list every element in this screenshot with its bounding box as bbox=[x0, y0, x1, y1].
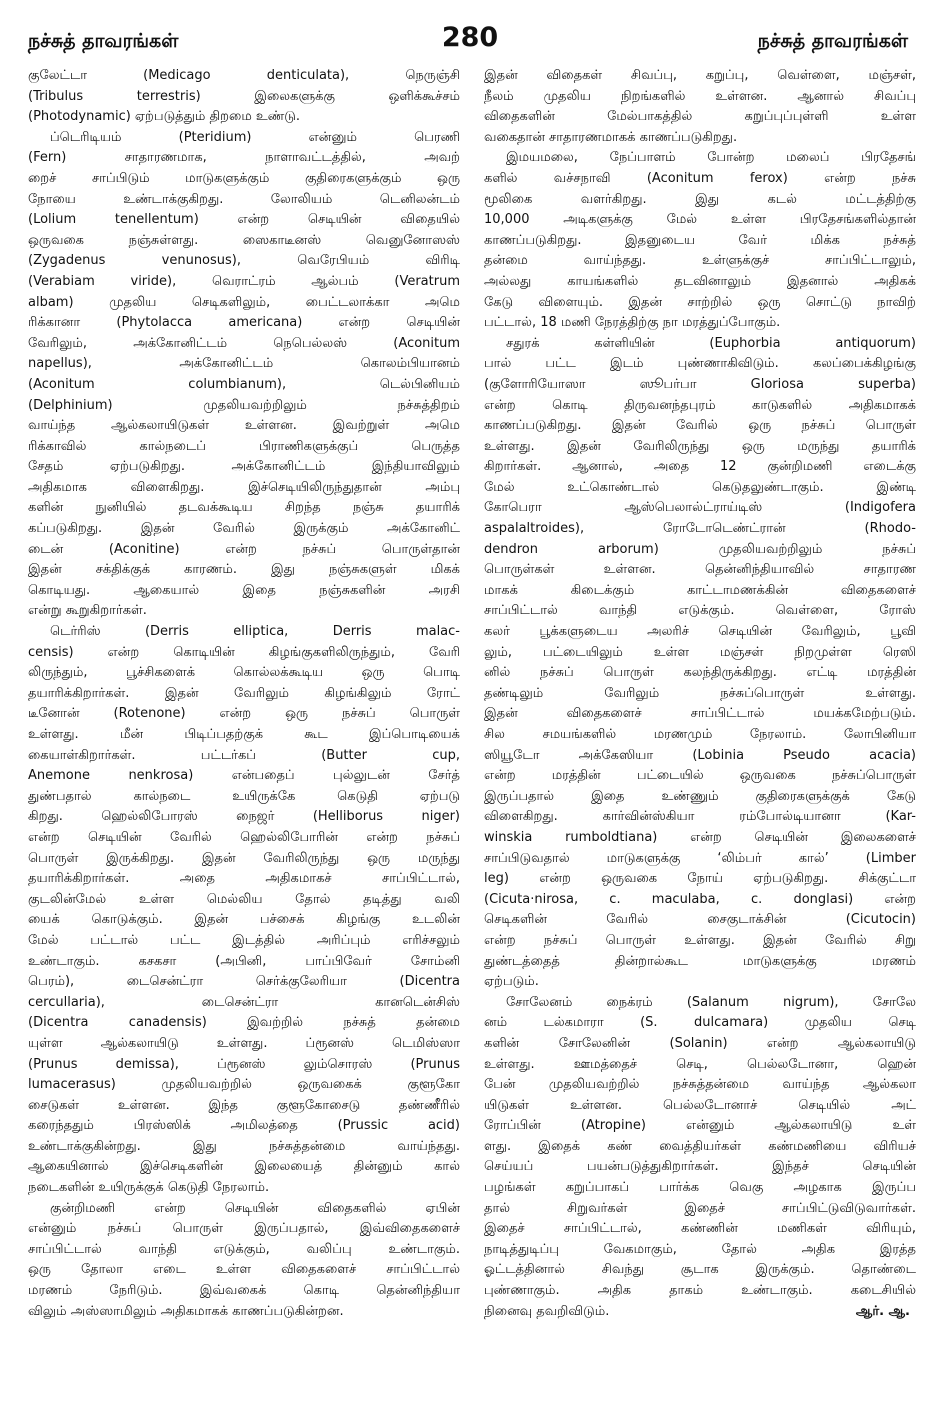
text-line: மூலிகை வளர்கிறது. இது கடல் மட்டத்திற்கு bbox=[484, 191, 916, 207]
text-line: மாகக் கிடைக்கும் காட்டாமணக்கின் விதைகளைச் bbox=[484, 582, 916, 598]
text-line: albam) முதலிய செடிகளிலும், பைட்டலாக்கா அமெ bbox=[28, 294, 460, 310]
text-line: வாய்ந்த ஆல்கலாயிடுகள் உள்ளன. இவற்றுள் அமெ bbox=[28, 418, 460, 434]
text-line: அல்லது காயங்களில் தடவினாலும் இதனால் அதிகக் bbox=[484, 273, 916, 289]
text-line: தயாரிக்கிறார்கள். அதை அதிகமாகச் சாப்பிட்டால், bbox=[28, 871, 460, 887]
text-line: யைக் கொடுக்கும். இதன் பச்சைக் கிழங்கு உடலின் bbox=[28, 912, 460, 928]
right-text-column bbox=[484, 66, 916, 1322]
text-line: aspalaltroides), ரோடோடெண்ட்ரான் (Rhodo- bbox=[484, 521, 916, 537]
text-line: என்று கூறுகிறார்கள். bbox=[28, 603, 147, 619]
text-line: கோபெரா ஆஸ்பெலால்ட்ராய்டிஸ் (Indigofera bbox=[484, 500, 916, 516]
text-line: மரணம் நேரிடும். இவ்வகைக் கொடி தென்னிந்தியா bbox=[28, 1283, 460, 1299]
text-line: கலர் பூக்களுடைய அலரிச் செடியின் வேரிலும், பூவி bbox=[484, 624, 916, 640]
text-line: ஓட்டத்தினால் சிவந்து சூடாக இருக்கும். தொண்டை bbox=[484, 1262, 916, 1278]
text-line: பெரம்), டைசென்ட்ரா செர்க்குலேரியா (Dicentra bbox=[28, 974, 460, 990]
text-line: பட்டால், 18 மணி நேரத்திற்கு நா மரத்துப்போகும். bbox=[484, 315, 781, 331]
text-line: தன்மை வாய்ந்தது. உள்ளுக்குச் சாப்பிட்டாலும், bbox=[484, 253, 916, 269]
text-line: ரிக்காவில் கால்நடைப் பிராணிகளுக்குப் பெருத்த bbox=[28, 438, 460, 454]
text-line: காணப்படுகிறது. இதனுடைய வேர் மிக்க நச்சுத் bbox=[484, 232, 916, 248]
text-line: லும், பட்டையிலும் உள்ள மஞ்சள் நிறமுள்ள ரெஸி bbox=[484, 644, 916, 660]
text-line: தண்டிலும் வேரிலும் நச்சுப்பொருள் உள்ளது. bbox=[484, 685, 916, 701]
text-line: யுள்ள ஆல்கலாயிடு உள்ளது. ப்ரூனஸ் டெமிஸ்ஸா bbox=[28, 1035, 460, 1051]
text-line: கையாள்கிறார்கள். பட்டர்கப் (Butter cup, bbox=[28, 747, 460, 763]
text-line: நாடித்துடிப்பு வேகமாகும், தோல் அதிக இரத்த bbox=[484, 1241, 916, 1257]
text-line: பால் பட்ட இடம் புண்ணாகிவிடும். கலப்பைக்கிழங்கு bbox=[484, 356, 916, 372]
text-line: னில் நச்சுப் பொருள் கலந்திருக்கிறது. எட்டி மரத்தின் bbox=[484, 665, 916, 681]
text-line: இதன் விதைகளைச் சாப்பிட்டால் மயக்கமேற்படும். bbox=[484, 706, 916, 722]
text-line: சைடுகள் உள்ளன. இந்த குளூகோசைடு தண்ணீரில் bbox=[28, 1097, 460, 1113]
text-line: நினைவு தவறிவிடும். ஆர். ஆ. bbox=[484, 1302, 916, 1323]
text-line: 10,000 அடிகளுக்கு மேல் உள்ள பிரதேசங்களில்தான் bbox=[484, 212, 916, 228]
text-line: வகைதான் சாதாரணமாகக் காணப்படுகிறது. bbox=[484, 129, 738, 145]
text-line: களில் வச்சநாவி (Aconitum ferox) என்ற நச்சு bbox=[484, 170, 916, 186]
text-line: பழங்கள் கறுப்பாகப் பார்க்க வெகு அழகாக இருப்ப bbox=[484, 1180, 916, 1196]
text-line: என்ற மரத்தின் பட்டையில் ஒருவகை நச்சுப்பொருள் bbox=[484, 768, 916, 784]
text-line: என்ற நச்சுப் பொருள் உள்ளது. இதன் வேரில் சிறு bbox=[484, 932, 916, 948]
text-line: (Cicuta·nirosa, c. maculaba, c. donglasi) என்ற bbox=[484, 891, 916, 907]
text-line: கிறது. ஹெல்லிபோரஸ் நைஜர் (Helliborus niger) bbox=[28, 809, 460, 825]
text-line: ஒருவகை நஞ்சுள்ளது. ஸைகாடீனஸ் வெனுனோஸஸ் bbox=[28, 232, 460, 248]
text-line: (Prunus demissa), ப்ரூனஸ் லும்சொரஸ் (Prunus bbox=[28, 1056, 460, 1072]
text-line: நீலம் முதலிய நிறங்களில் உள்ளன. ஆனால் சிவப்பு bbox=[484, 88, 916, 104]
text-line: என்ற கொடி திருவனந்தபுரம் காடுகளில் அதிகமாகக் bbox=[484, 397, 916, 413]
text-line: இதன் விதைகள் சிவப்பு, கறுப்பு, வெள்ளை, மஞ்சள், bbox=[484, 68, 916, 83]
text-line: இருப்பதால் இதை உண்ணும் குதிரைகளுக்குக் கேடு bbox=[484, 788, 916, 804]
text-line: கொடியது. ஆகையால் இதை நஞ்சுகளின் அரசி bbox=[28, 582, 460, 598]
text-line: சாப்பிட்டால் வாந்தி எடுக்கும், வலிப்பு உண்டாகும். bbox=[28, 1241, 460, 1257]
text-line: ஒரு தோலா எடை உள்ள விதைகளைச் சாப்பிட்டால் bbox=[28, 1262, 460, 1278]
text-line: னம் டல்கமாரா (S. dulcamara) முதலிய செடி bbox=[484, 1015, 916, 1031]
text-line: ப்டெரிடியம் (Pteridium) என்னும் பெரணி bbox=[50, 129, 460, 145]
text-line: களின் சோலேனின் (Solanin) என்ற ஆல்கலாயிடு bbox=[484, 1035, 916, 1051]
text-line: ரிக்கானா (Phytolacca americana) என்ற செடியின் bbox=[28, 315, 460, 331]
text-line: என்னும் நச்சுப் பொருள் இருப்பதால், இவ்விதைகளைச் bbox=[28, 1221, 460, 1237]
text-line: விதைகளின் மேல்பாகத்தில் கறுப்புப்புள்ளி உள்ள bbox=[484, 109, 916, 125]
text-line: துண்டத்தைத் தின்றால்கூட மாடுகளுக்கு மரணம் bbox=[484, 953, 916, 969]
text-line: leg) என்ற ஒருவகை நோய் ஏற்படுகிறது. சிக்குட்டா bbox=[484, 871, 916, 887]
text-line: குலேட்டா (Medicago denticulata), நெருஞ்சி bbox=[28, 68, 460, 83]
text-line: கப்படுகிறது. இதன் வேரில் இருக்கும் அக்கோனிட் bbox=[28, 521, 460, 537]
text-line: சேதம் ஏற்படுகிறது. அக்கோனிட்டம் இந்தியாவிலும் bbox=[28, 459, 460, 475]
text-line: குன்றிமணி என்ற செடியின் விதைகளில் ஏபின் bbox=[50, 1200, 460, 1216]
text-line: சில சமயங்களில் மரணமும் நேரலாம். லோபினியா bbox=[484, 727, 916, 742]
text-line: துண்பதால் கால்நடை உயிருக்கே கெடுதி ஏற்படு bbox=[28, 788, 460, 804]
text-line: ஸியூடோ அக்கேஸியா (Lobinia Pseudo acacia) bbox=[484, 747, 916, 763]
text-line: காணப்படுகிறது. இதன் வேரில் ஒரு நச்சுப் பொருள் bbox=[484, 418, 916, 434]
text-line: தயாரிக்கிறார்கள். இதன் வேரிலும் கிழங்கிலும் ரோட் bbox=[28, 685, 460, 701]
text-line: (Aconitum columbianum), டெல்பினியம் bbox=[28, 376, 460, 392]
text-line: விளைகிறது. கார்வின்ஸ்கியா ரம்போல்டியானா (Kar- bbox=[484, 809, 916, 825]
text-line: ஆகையினால் இச்செடிகளின் இலையைத் தின்னும் கால் bbox=[28, 1159, 460, 1175]
text-line: napellus), அக்கோனிட்டம் கொலம்பியானம் bbox=[28, 356, 460, 372]
text-line: பேன் முதலியவற்றில் நச்சுத்தன்மை வாய்ந்த ஆல்கலா bbox=[484, 1077, 916, 1093]
text-line: ஏற்படும். bbox=[484, 974, 539, 990]
text-line: dendron arborum) முதலியவற்றிலும் நச்சுப் bbox=[484, 541, 916, 557]
text-line: அதிகமாக விளைகிறது. இச்செடியிலிருந்துதான் அம்பு bbox=[28, 479, 460, 495]
text-line: டெர்ரிஸ் (Derris elliptica, Derris malac- bbox=[50, 624, 460, 640]
text-line: கரைந்ததும் பிரஸ்ஸிக் அமிலத்தை (Prussic acid) bbox=[28, 1118, 460, 1134]
text-line: (Tribulus terrestris) இலைகளுக்கு ஒளிக்கூச்சம் bbox=[28, 88, 460, 104]
text-line: ரோப்பின் (Atropine) என்னும் ஆல்கலாயிடு உள் bbox=[484, 1118, 916, 1134]
running-title-right: நச்சுத் தாவரங்கள் bbox=[757, 30, 908, 52]
text-line: winskia rumboldtiana) என்ற செடியின் இலைகளைச் bbox=[484, 829, 916, 845]
text-line: சதுரக் கள்ளியின் (Euphorbia antiquorum) bbox=[506, 335, 916, 351]
text-line: (குளோரியோஸா ஸூபர்பா Gloriosa superba) bbox=[484, 376, 916, 392]
text-line: றைச் சாப்பிடும் மாடுகளுக்கும் குதிரைகளுக்கும் ஒரு bbox=[28, 170, 460, 186]
text-line: censis) என்ற கொடியின் கிழங்குகளிலிருந்தும், வேரி bbox=[28, 644, 460, 660]
page-number: 280 bbox=[441, 22, 499, 53]
text-line: (Lolium tenellentum) என்ற செடியின் விதையில் bbox=[28, 212, 460, 228]
text-line: நடைகளின் உயிருக்குக் கெடுதி நேரலாம். bbox=[28, 1180, 270, 1196]
text-line: கேடு விளையும். இதன் சாற்றில் ஒரு சொட்டு நாவிற் bbox=[484, 294, 916, 310]
text-line: ளது. இதைக் கண் வைத்தியர்கள் கண்மணியை விரியச் bbox=[484, 1138, 916, 1154]
text-line: Anemone nenkrosa) என்பதைப் புல்லுடன் சேர்த் bbox=[28, 768, 460, 784]
text-line: இதைச் சாப்பிட்டால், கண்ணின் மணிகள் விரியும், bbox=[484, 1221, 916, 1237]
text-line: டைன் (Aconitine) என்ற நச்சுப் பொருள்தான் bbox=[28, 541, 460, 557]
text-line: (Dicentra canadensis) இவற்றில் நச்சுத் தன்மை bbox=[28, 1015, 460, 1031]
text-line: உள்ளது. ஊமத்தைச் செடி, பெல்லடோனா, ஹென் bbox=[484, 1056, 916, 1072]
text-line: விலும் அஸ்ஸாமிலும் அதிகமாகக் காணப்படுகின்றன. bbox=[28, 1303, 344, 1319]
text-line: உள்ளது. மீன் பிடிப்பதற்குக் கூட இப்பொடியைக் bbox=[28, 727, 460, 742]
running-title-left: நச்சுத் தாவரங்கள் bbox=[28, 30, 179, 52]
text-line: இமயமலை, நேப்பாளம் போன்ற மலைப் பிரதேசங் bbox=[506, 150, 916, 166]
text-line: கிறார்கள். ஆனால், அதை 12 குன்றிமணி எடைக்கு bbox=[484, 459, 916, 475]
text-line: உண்டாகும். கசகசா (அபினி, பாப்பிவேர் சோம்னி bbox=[28, 953, 460, 969]
text-line: நோயை உண்டாக்குகிறது. லோலியம் டெனிலன்டம் bbox=[28, 191, 460, 207]
left-text-column bbox=[28, 66, 460, 1322]
text-line: சாப்பிடுவதால் மாடுகளுக்கு ‘லிம்பர் கால்’ (Limber bbox=[484, 850, 916, 866]
text-line: (Delphinium) முதலியவற்றிலும் நச்சுத்திறம் bbox=[28, 397, 460, 413]
text-line: மேல் பட்டால் பட்ட இடத்தில் அரிப்பும் எரிச்சலும் bbox=[28, 932, 460, 948]
text-line: செடிகளின் வேரில் சைகுடாக்சின் (Cicutocin) bbox=[484, 912, 916, 928]
text-line: லிருந்தும், பூச்சிகளைக் கொல்லக்கூடிய ஒரு பொடி bbox=[28, 665, 460, 681]
text-line: (Photodynamic) ஏற்படுத்தும் திறமை உண்டு. bbox=[28, 109, 300, 125]
text-line: என்ற செடியின் வேரில் ஹெல்லிபோரின் என்ற நச்சுப் bbox=[28, 829, 460, 845]
author-signature: ஆர். ஆ. bbox=[855, 1303, 910, 1319]
text-line: டீனோன் (Rotenone) என்ற ஒரு நச்சுப் பொருள் bbox=[28, 706, 460, 722]
text-line: உள்ளது. இதன் வேரிலிருந்து ஒரு மருந்து தயாரிக் bbox=[484, 438, 916, 454]
text-line: குடலின்மேல் உள்ள மெல்லிய தோல் தடித்து வலி bbox=[28, 891, 460, 907]
text-line: lumacerasus) முதலியவற்றில் ஒருவகைக் குளூகோ bbox=[28, 1077, 460, 1093]
text-line: வேரிலும், அக்கோனிட்டம் நெபெல்லஸ் (Aconitum bbox=[28, 335, 460, 351]
text-line: மேல் உட்கொண்டால் கெடுதலுண்டாகும். இண்டி bbox=[484, 479, 916, 495]
text-line: தால் சிறுவர்கள் இதைச் சாப்பிட்டுவிடுவார்கள். bbox=[484, 1200, 916, 1216]
text-line: உண்டாக்குகின்றது. இது நச்சுத்தன்மை வாய்ந்தது. bbox=[28, 1138, 460, 1154]
text-line: (Zygadenus venunosus), வெரேபியம் விரிடி bbox=[28, 253, 460, 269]
text-line: cercullaria), டைசென்ட்ரா கானடென்சிஸ் bbox=[28, 994, 460, 1010]
page-header bbox=[0, 0, 940, 62]
text-line: (Fern) சாதாரணமாக, நாளாவட்டத்தில், அவற் bbox=[28, 150, 460, 166]
text-line: (Verabiam viride), வெராட்ரம் ஆல்பம் (Veratrum bbox=[28, 273, 460, 289]
text-line: செய்யப் பயன்படுத்துகிறார்கள். இந்தச் செடியின் bbox=[484, 1159, 916, 1175]
text-line: களின் நுனியில் தடவக்கூடிய சிறந்த நஞ்சு தயாரிக் bbox=[28, 500, 460, 516]
text-line: இதன் சக்திக்குக் காரணம். இது நஞ்சுகளுள் மிகக் bbox=[28, 562, 460, 578]
text-line: புண்ணாகும். அதிக தாகம் உண்டாகும். கடைசியில் bbox=[484, 1283, 916, 1299]
text-line: சோலேனம் நைக்ரம் (Salanum nigrum), சோலே bbox=[506, 994, 916, 1010]
text-line: பொருள் இருக்கிறது. இதன் வேரிலிருந்து ஒரு மருந்து bbox=[28, 850, 460, 866]
text-line: பொருள்கள் உள்ளன. தென்னிந்தியாவில் சாதாரண bbox=[484, 562, 916, 578]
text-line: சாப்பிட்டால் வாந்தி எடுக்கும். வெள்ளை, ரோஸ் bbox=[484, 603, 916, 619]
text-line: யிடுகள் உள்ளன. பெல்லடோனாச் செடியில் அட் bbox=[484, 1097, 916, 1113]
